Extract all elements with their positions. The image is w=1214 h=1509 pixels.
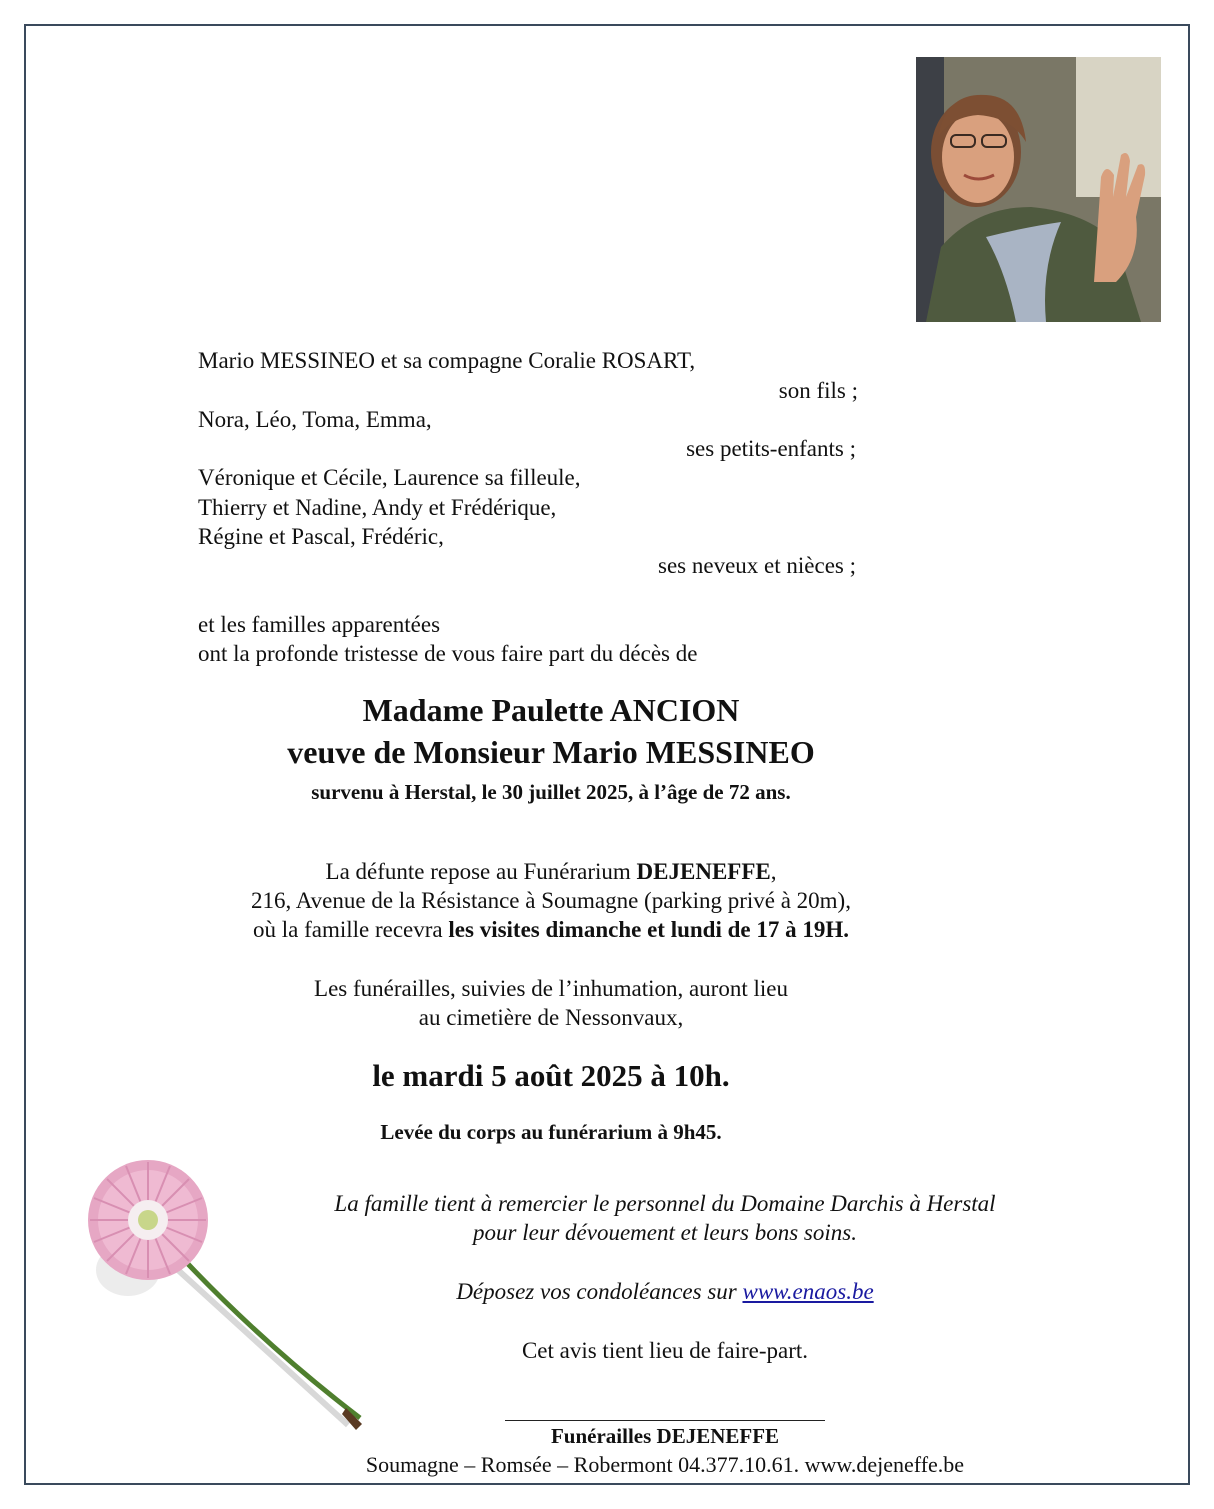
portrait-photo-icon xyxy=(916,57,1161,322)
viewing-hours xyxy=(0,915,1158,944)
family-son-role: son fils ; xyxy=(778,378,858,403)
funeral-home-name: DEJENEFFE xyxy=(636,859,771,884)
thanks-line-1: La famille tient à remercier le personnel du Domaine Darchis à Herstal xyxy=(334,1191,996,1216)
flower-icon xyxy=(78,1150,378,1440)
faire-part-notice: Cet avis tient lieu de faire-part. xyxy=(521,1338,809,1363)
family-nephews-role: ses neveux et nièces ; xyxy=(658,553,856,578)
footer-contact: Soumagne – Romsée – Robermont 04.377.10.61. www.dejeneffe.be xyxy=(365,1452,965,1477)
family-grandchildren-role: ses petits-enfants ; xyxy=(686,436,856,461)
family-son: Mario MESSINEO et sa compagne Coralie ROSART, xyxy=(198,348,696,373)
condolences-prefix: Déposez vos condoléances sur xyxy=(456,1279,743,1304)
family-announcement: ont la profonde tristesse de vous faire part du décès de xyxy=(198,641,698,666)
pink-chrysanthemum-flower-image xyxy=(78,1150,378,1440)
condolences-link[interactable]: www.enaos.be xyxy=(742,1279,874,1304)
viewing-hours-bold: les visites dimanche et lundi de 17 à 19H. xyxy=(448,917,849,942)
family-relatives: et les familles apparentées xyxy=(198,612,441,637)
deceased-name: Madame Paulette ANCION xyxy=(362,692,740,728)
viewing-line-1 xyxy=(0,857,1158,886)
family-nephews-line-3: Régine et Pascal, Frédéric, xyxy=(198,524,444,549)
viewing-hours-prefix: où la famille recevra xyxy=(253,917,449,942)
thanks-line-2: pour leur dévouement et leurs bons soins. xyxy=(473,1220,857,1245)
deceased-widow-of: veuve de Monsieur Mario MESSINEO xyxy=(287,734,815,770)
viewing-line-1-prefix: La défunte repose au Funérarium xyxy=(325,859,637,884)
footer-divider xyxy=(505,1420,825,1421)
viewing-address: 216, Avenue de la Résistance à Soumagne (parking privé à 20m), xyxy=(251,888,851,913)
funeral-line-1: Les funérailles, suivies de l’inhumation, auront lieu xyxy=(314,976,788,1001)
funeral-date: le mardi 5 août 2025 à 10h. xyxy=(372,1058,730,1093)
deceased-death-info: survenu à Herstal, le 30 juillet 2025, à l’âge de 72 ans. xyxy=(311,780,791,804)
family-nephews-line-1: Véronique et Cécile, Laurence sa filleule, xyxy=(198,465,581,490)
family-grandchildren: Nora, Léo, Toma, Emma, xyxy=(198,407,432,432)
footer-company: Funérailles DEJENEFFE xyxy=(550,1424,780,1448)
viewing-line-1-suffix: , xyxy=(770,859,777,884)
funeral-levee: Levée du corps au funérarium à 9h45. xyxy=(380,1120,722,1144)
funeral-line-2: au cimetière de Nessonvaux, xyxy=(418,1005,684,1030)
family-nephews-line-2: Thierry et Nadine, Andy et Frédérique, xyxy=(198,495,557,520)
portrait-photo xyxy=(916,57,1161,322)
